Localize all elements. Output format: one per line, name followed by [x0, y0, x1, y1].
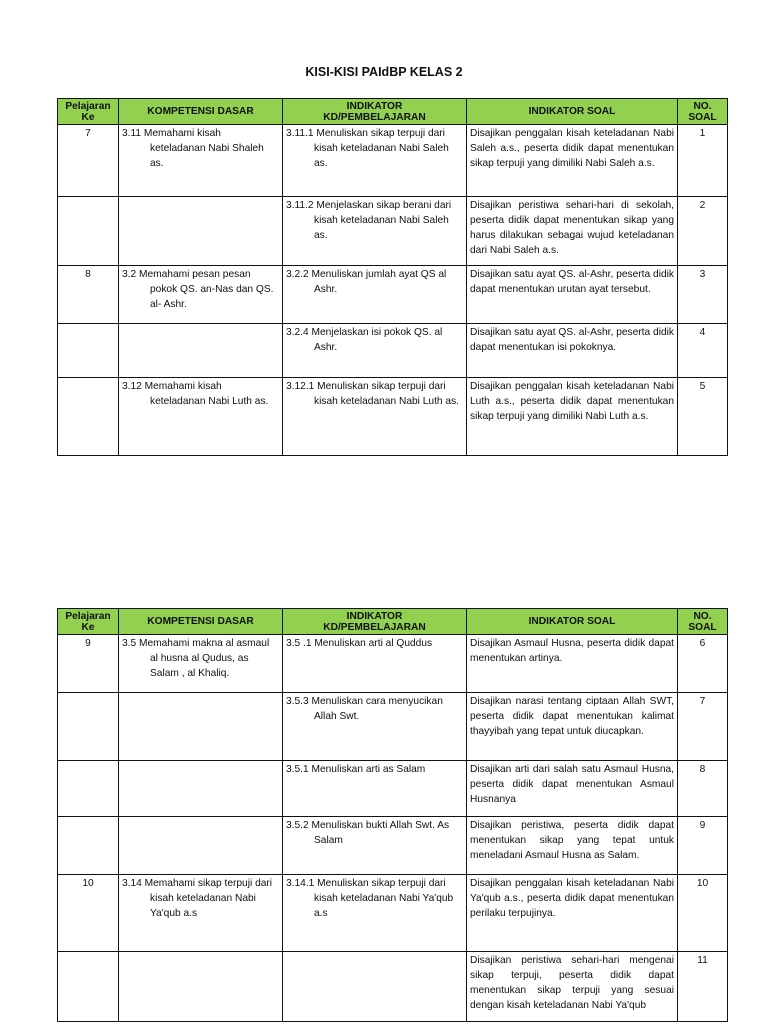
indikator-kd-cell: 3.5.1 Menuliskan arti as Salam [283, 761, 467, 817]
pelajaran-ke-cell: 10 [58, 875, 119, 952]
indikator-soal-cell: Disajikan penggalan kisah keteladanan Nabi Luth a.s., peserta didik dapat menentukan sikap terpuji yang dimiliki Nabi Luth a.s. [467, 378, 678, 456]
indikator-kd-cell: 3.14.1 Menuliskan sikap terpuji dari kisah keteladanan Nabi Ya'qub a.s [283, 875, 467, 952]
header-indikator-kd: INDIKATOR KD/PEMBELAJARAN [283, 99, 467, 125]
header-indikator-soal: INDIKATOR SOAL [467, 609, 678, 635]
table-row [58, 266, 728, 324]
no-soal-cell: 3 [678, 266, 728, 324]
pelajaran-ke-cell [58, 952, 119, 1022]
table-row [58, 761, 728, 817]
table-row [58, 197, 728, 266]
indikator-kd-cell [283, 952, 467, 1022]
indikator-kd-cell: 3.5.2 Menuliskan bukti Allah Swt. As Salam [283, 817, 467, 875]
kompetensi-cell: 3.12 Memahami kisah keteladanan Nabi Luth as. [119, 378, 283, 456]
kompetensi-cell [119, 761, 283, 817]
kompetensi-cell: 3.5 Memahami makna al asmaul al husna al Qudus, as Salam , al Khaliq. [119, 635, 283, 693]
indikator-kd-cell: 3.2.2 Menuliskan jumlah ayat QS al Ashr. [283, 266, 467, 324]
indikator-soal-cell: Disajikan satu ayat QS. al-Ashr, peserta didik dapat menentukan urutan ayat tersebut. [467, 266, 678, 324]
header-indikator-soal: INDIKATOR SOAL [467, 99, 678, 125]
indikator-soal-cell: Disajikan peristiwa, peserta didik dapat menentukan sikap yang tepat untuk meneladani Asmaul Husna as Salam. [467, 817, 678, 875]
indikator-soal-cell: Disajikan peristiwa sehari-hari di sekolah, peserta didik dapat menentukan sikap yang harus dilakukan sebagai wujud keteladanan dari Nabi Saleh a.s. [467, 197, 678, 266]
indikator-kd-cell: 3.11.1 Menuliskan sikap terpuji dari kisah keteladanan Nabi Saleh as. [283, 125, 467, 197]
no-soal-cell: 2 [678, 197, 728, 266]
kompetensi-cell [119, 693, 283, 761]
kompetensi-cell [119, 952, 283, 1022]
indikator-kd-cell: 3.2.4 Menjelaskan isi pokok QS. al Ashr. [283, 324, 467, 378]
table-header-row [58, 99, 728, 125]
indikator-soal-cell: Disajikan satu ayat QS. al-Ashr, peserta didik dapat menentukan isi pokoknya. [467, 324, 678, 378]
indikator-kd-cell: 3.5 .1 Menuliskan arti al Quddus [283, 635, 467, 693]
indikator-soal-cell: Disajikan narasi tentang ciptaan Allah SWT, peserta didik dapat menentukan kalimat thayyibah yang tepat untuk diucapkan. [467, 693, 678, 761]
kisi-kisi-table-2 [57, 608, 728, 1022]
pelajaran-ke-cell [58, 817, 119, 875]
header-no-soal: NO. SOAL [678, 99, 728, 125]
table-row [58, 952, 728, 1022]
kompetensi-cell [119, 197, 283, 266]
kompetensi-cell [119, 817, 283, 875]
table-row [58, 817, 728, 875]
kompetensi-cell: 3.14 Memahami sikap terpuji dari kisah keteladanan Nabi Ya'qub a.s [119, 875, 283, 952]
pelajaran-ke-cell: 8 [58, 266, 119, 324]
indikator-soal-cell: Disajikan arti dari salah satu Asmaul Husna, peserta didik dapat menentukan Asmaul Husnanya [467, 761, 678, 817]
pelajaran-ke-cell [58, 324, 119, 378]
no-soal-cell: 5 [678, 378, 728, 456]
indikator-kd-cell: 3.12.1 Menuliskan sikap terpuji dari kisah keteladanan Nabi Luth as. [283, 378, 467, 456]
table-row [58, 635, 728, 693]
table-row [58, 125, 728, 197]
document-title: KISI-KISI PAIdBP KELAS 2 [305, 65, 463, 79]
indikator-soal-cell: Disajikan penggalan kisah keteladanan Nabi Ya'qub a.s., peserta didik dapat menentukan perilaku terpujinya. [467, 875, 678, 952]
no-soal-cell: 6 [678, 635, 728, 693]
pelajaran-ke-cell [58, 693, 119, 761]
no-soal-cell: 4 [678, 324, 728, 378]
header-kompetensi-dasar: KOMPETENSI DASAR [119, 99, 283, 125]
pelajaran-ke-cell: 7 [58, 125, 119, 197]
kompetensi-cell [119, 324, 283, 378]
no-soal-cell: 9 [678, 817, 728, 875]
kisi-kisi-table-1 [57, 98, 728, 456]
kompetensi-cell: 3.11 Memahami kisah keteladanan Nabi Shaleh as. [119, 125, 283, 197]
table-row [58, 693, 728, 761]
pelajaran-ke-cell [58, 197, 119, 266]
table-header-row [58, 609, 728, 635]
header-indikator-kd: INDIKATOR KD/PEMBELAJARAN [283, 609, 467, 635]
pelajaran-ke-cell [58, 761, 119, 817]
indikator-soal-cell: Disajikan Asmaul Husna, peserta didik dapat menentukan artinya. [467, 635, 678, 693]
no-soal-cell: 8 [678, 761, 728, 817]
table-row [58, 324, 728, 378]
no-soal-cell: 11 [678, 952, 728, 1022]
no-soal-cell: 1 [678, 125, 728, 197]
pelajaran-ke-cell: 9 [58, 635, 119, 693]
header-no-soal: NO. SOAL [678, 609, 728, 635]
header-pelajaran-ke: Pelajaran Ke [58, 609, 119, 635]
indikator-soal-cell: Disajikan penggalan kisah keteladanan Nabi Saleh a.s., peserta didik dapat menentukan sikap terpuji yang dimiliki Nabi Saleh a.s. [467, 125, 678, 197]
header-kompetensi-dasar: KOMPETENSI DASAR [119, 609, 283, 635]
table-row [58, 378, 728, 456]
pelajaran-ke-cell [58, 378, 119, 456]
no-soal-cell: 7 [678, 693, 728, 761]
kompetensi-cell: 3.2 Memahami pesan pesan pokok QS. an-Nas dan QS. al- Ashr. [119, 266, 283, 324]
header-pelajaran-ke: Pelajaran Ke [58, 99, 119, 125]
indikator-kd-cell: 3.11.2 Menjelaskan sikap berani dari kisah keteladanan Nabi Saleh as. [283, 197, 467, 266]
indikator-soal-cell: Disajikan peristiwa sehari-hari mengenai sikap terpuji, peserta didik dapat menentukan sikap terpuji yang sesuai dengan kisah keteladanan Nabi Ya'qub [467, 952, 678, 1022]
no-soal-cell: 10 [678, 875, 728, 952]
indikator-kd-cell: 3.5.3 Menuliskan cara menyucikan Allah Swt. [283, 693, 467, 761]
table-row [58, 875, 728, 952]
